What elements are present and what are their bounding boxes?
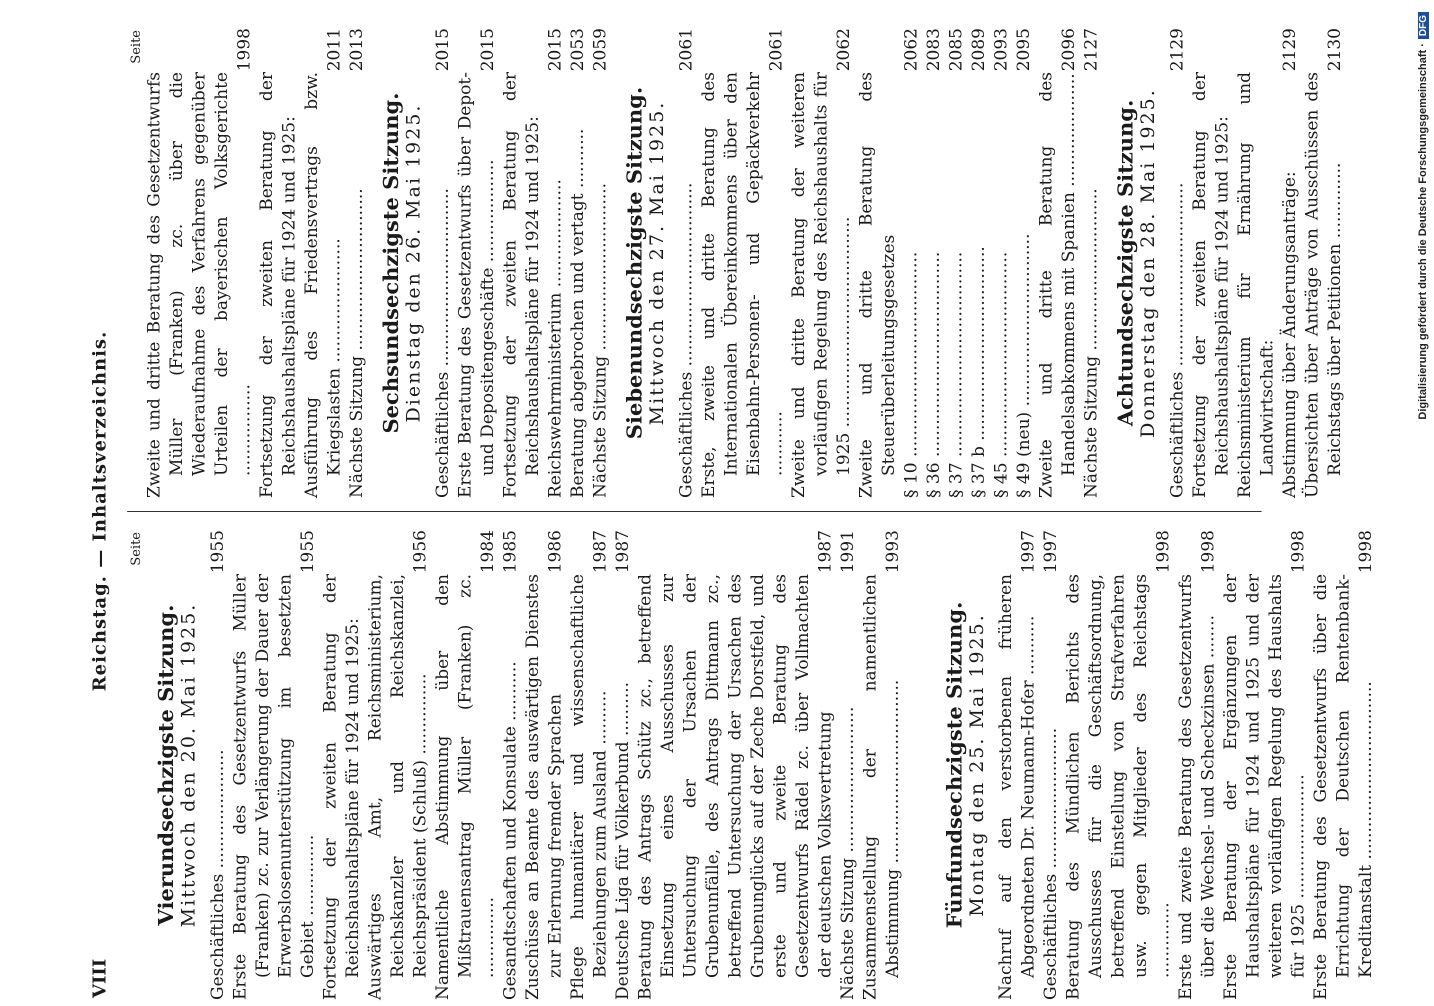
toc-page-number: 2059 [590, 28, 611, 72]
toc-entry-text: Reichswehrministerium .................... [545, 179, 566, 498]
session-heading: Sechsundsechzigste Sitzung. [378, 92, 403, 434]
toc-entry [1221, 530, 1311, 1000]
toc-entry-text: Fortsetzung der zweiten Beratung der Reichshaushaltspläne für 1924 und 1925: [257, 72, 300, 498]
toc-page-number: 2089 [969, 28, 989, 72]
session-heading: Fünfundsechzigste Sitzung. [941, 601, 967, 929]
toc-page-number: 1997 [1041, 530, 1062, 574]
toc-page-number: 1956 [410, 530, 431, 574]
toc-page-number: 2095 [1014, 28, 1034, 72]
toc-entry [207, 530, 229, 1000]
toc-entry [230, 530, 320, 1000]
toc-entry [1167, 28, 1189, 498]
toc-page-number: 1997 [1019, 530, 1039, 574]
toc-page-number: 1955 [208, 530, 228, 574]
toc-entry-text: Zweite und dritte Beratung des Steuerüberleitungsgesetzes [856, 72, 899, 498]
toc-page-number: 1987 [815, 530, 836, 574]
toc-list [207, 530, 904, 1000]
toc-page-number: 2011 [324, 28, 345, 72]
toc-entry [256, 28, 301, 498]
toc-list [676, 28, 1103, 498]
toc-entry [1013, 28, 1035, 498]
toc-page-number: 1998 [1356, 530, 1377, 574]
page-number: VIII [89, 958, 111, 998]
toc-entry-text: Nächste Sitzung .............................. [347, 188, 367, 498]
toc-entry-text: Erste Beratung der Ergänzungen der Haushaltspläne für 1924 und 1925 und der weiteren vorläufigen Regelung des Haushalts für 1925 ....................... [1221, 574, 1309, 1000]
toc-page-number: 1987 [613, 530, 633, 574]
toc-entry [346, 28, 368, 498]
toc-entry [698, 28, 788, 498]
toc-entry-text: § 49 (neu) ................................ [1014, 233, 1034, 498]
toc-entry [522, 530, 567, 1000]
toc-page-number: 1986 [545, 530, 566, 574]
toc-entry-text: § 37 b .................................... [969, 246, 989, 498]
toc-entry [901, 28, 923, 498]
session-date: Dienstag den 26. Mai 1925. [402, 103, 425, 423]
toc-page-number: 2130 [1325, 28, 1345, 72]
toc-entry [1311, 530, 1378, 1000]
toc-entry-text: Nachruf auf den verstorbenen früheren Abgeordneten Dr. Neumann-Hofer ........... [996, 574, 1039, 1000]
toc-entry [676, 28, 698, 498]
toc-entry [996, 530, 1041, 1000]
toc-entry-text: Pflege humanitärer und wissenschaftliche Beziehungen zum Ausland .......... [568, 574, 611, 1000]
session-date: Montag den 25. Mai 1925. [966, 613, 988, 917]
toc-page-number: 2053 [568, 28, 588, 72]
toc-entry [567, 28, 589, 498]
toc-page-number: 2062 [834, 28, 854, 72]
toc-entry [1279, 28, 1301, 498]
toc-entry [365, 530, 432, 1000]
toc-page-number: 1998 [1289, 530, 1309, 574]
session-heading: Achtundsechzigste Sitzung. [1112, 99, 1138, 427]
toc-entry-text: Reichsministerium für Ernährung und Landwirtschaft: [1235, 72, 1278, 498]
page-header [88, 16, 117, 1006]
toc-entry-text: Auswärtiges Amt, Reichsministerium, Reichskanzler und Reichskanzlei, Reichspräsident (Schluß) ............... [365, 574, 431, 1000]
toc-page-number: 1985 [500, 530, 521, 574]
toc-entry [788, 28, 855, 498]
toc-list [144, 28, 369, 498]
toc-entry-text: Nächste Sitzung ........................... [838, 706, 858, 1000]
toc-entry [860, 530, 905, 1000]
toc-page-number: 2127 [1081, 28, 1102, 72]
right-column [129, 28, 1347, 498]
document-sheet [88, 16, 1377, 1006]
toc-page-number: 2093 [991, 28, 1012, 72]
toc-page-number: 2129 [1167, 28, 1188, 72]
session-date: Mittwoch den 20. Mai 1925. [177, 602, 200, 928]
digitization-credit [1414, 0, 1434, 1000]
session-heading: Vierundsechzigste Sitzung. [153, 604, 178, 926]
toc-entry [968, 28, 990, 498]
toc-entry-text: Beratung des Antrags Schütz zc., betreffend Einsetzung eines Ausschusses zur Untersuchung der Ursachen der Grubenunfälle, des Antrags Dittmann zc., betreffend Untersuchung der Ursachen des Grubenunglücks auf der Zeche Dorstfeld, und erste und zweite Beratung des Gesetzentwurfs Rädel zc. über Vollmachten der deutschen Volksvertretung [635, 574, 836, 1000]
toc-page-number: 2061 [766, 28, 787, 72]
left-column [129, 530, 1378, 1000]
toc-entry [1176, 530, 1221, 1000]
toc-entry [432, 28, 454, 498]
toc-entry [144, 28, 256, 498]
toc-page-number: 2083 [924, 28, 944, 72]
toc-entry-text: Zweite und dritte Beratung der weiteren vorläufigen Regelung des Reichshaushalts für 1925 ....................................... [789, 72, 854, 498]
toc-entry-text: Abstimmung über Änderungsanträge: [1280, 171, 1300, 498]
toc-entry [455, 28, 500, 498]
toc-entry-text: Deutsche Liga für Völkerbund .......... [613, 681, 633, 1000]
toc-entry-text: Beratung abgebrochen und vertagt ........... [568, 128, 588, 498]
toc-entry [1234, 28, 1279, 498]
credit-text: Digitalisierung gefördert durch die Deutsche Forschungsgemeinschaft · [1417, 43, 1429, 420]
toc-entry-text: Übersichten über Anträge von Ausschüssen des Reichstags über Petitionen .............. [1302, 72, 1345, 498]
toc-entry-text: § 10 ...................................... [901, 251, 922, 498]
toc-entry-text: § 36 ...................................... [924, 251, 944, 498]
toc-list [432, 28, 612, 498]
toc-entry-text: Geschäftliches .......................... [1041, 727, 1062, 1000]
toc-list [996, 530, 1378, 1000]
toc-entry-text: Zusammenstellung der namentlichen Abstimmung .................................. [860, 574, 903, 1000]
toc-page-number: 1998 [234, 28, 255, 72]
toc-page-number: 2015 [478, 28, 498, 72]
toc-entry [946, 28, 968, 498]
toc-entry [923, 28, 945, 498]
toc-entry [567, 530, 612, 1000]
toc-entry-text: Nächste Sitzung ............................... [590, 182, 611, 498]
toc-page-number: 2061 [676, 28, 697, 72]
toc-page-number: 1955 [298, 530, 318, 574]
toc-entry [1063, 530, 1175, 1000]
toc-page-number: 2015 [433, 28, 453, 72]
toc-page-number: 1987 [590, 530, 611, 574]
toc-entry-text: Erste Beratung des Gesetzentwurfs Müller (Franken) zc. zur Verlängerung der Dauer der Erwerbslosenunterstützung im besetzten Gebiet ............... [230, 574, 318, 1000]
toc-page-number: 2015 [545, 28, 566, 72]
toc-entry [432, 530, 499, 1000]
toc-entry-text: Geschäftliches .................................. [676, 182, 697, 498]
toc-entry [1041, 530, 1063, 1000]
toc-entry-text: Geschäftliches .................................. [1167, 182, 1188, 498]
toc-entry [301, 28, 346, 498]
toc-entry-text: Beratung des Mündlichen Berichts des Ausschusses für die Geschäftsordnung, betreffend Einstellung von Strafverfahren usw. gegen Mitglieder des Reichstags .............. [1064, 574, 1174, 1000]
toc-entry [856, 28, 901, 498]
toc-entry-text: Geschäftliches ................................. [433, 188, 453, 498]
toc-entry-text: § 45 ...................................... [991, 251, 1012, 498]
toc-entry [500, 28, 545, 498]
toc-entry-text: Erste und zweite Beratung des Gesetzentwurfs über die Wechsel- und Scheckzinsen ........ [1176, 574, 1219, 1000]
session-date: Mittwoch den 27. Mai 1925. [646, 100, 668, 426]
toc-entry [545, 28, 567, 498]
toc-entry-text: Nächste Sitzung .............................. [1081, 188, 1102, 498]
seite-label: Seite [129, 532, 144, 566]
session-date: Donnerstag den 28. Mai 1925. [1137, 88, 1159, 438]
toc-entry [1302, 28, 1347, 498]
toc-entry [837, 530, 859, 1000]
toc-page-number: 1998 [1154, 530, 1174, 574]
toc-entry-text: Erste, zweite und dritte Beratung des Internationalen Übereinkommens über den Eisenbahn-Personen- und Gepäckverkehr ............ [699, 72, 787, 498]
toc-page-number: 2085 [946, 28, 967, 72]
toc-entry-text: Fortsetzung der zweiten Beratung der Reichshaushaltspläne für 1924 und 1925: [500, 72, 543, 498]
toc-page-number: 2013 [347, 28, 367, 72]
toc-entry [590, 28, 612, 498]
toc-entry-text: Fortsetzung der zweiten Beratung der Reichshaushaltspläne für 1924 und 1925: [1190, 72, 1233, 498]
toc-entry [1189, 28, 1234, 498]
toc-page-number: 2096 [1059, 28, 1079, 72]
toc-entry-text: Geschäftliches ...................... [208, 749, 228, 1000]
rotated-page [88, 6, 1377, 1006]
toc-entry [1036, 28, 1081, 498]
toc-entry-text: Erste Beratung des Gesetzentwurfs über Depot- und Depositengeschäfte ................... [455, 72, 498, 498]
toc-page-number: 2062 [901, 28, 922, 72]
toc-entry [1081, 28, 1103, 498]
toc-entry-text: Zweite und dritte Beratung des Handelsabkommens mit Spanien ..................... [1036, 72, 1079, 498]
toc-entry-text: Zuschüsse an Beamte des auswärtigen Dienstes zur Erlernung fremder Sprachen [523, 574, 566, 1000]
toc-entry-text: Namentliche Abstimmung über den Mißtrauensantrag Müller (Franken) zc. ............... [433, 574, 498, 1000]
toc-page-number: 1991 [838, 530, 858, 574]
session-heading: Siebenundsechzigste Sitzung. [621, 86, 647, 440]
toc-entry-text: § 37 ...................................... [946, 251, 967, 498]
toc-entry [500, 530, 522, 1000]
toc-entry [320, 530, 365, 1000]
toc-list [1167, 28, 1347, 498]
toc-entry [991, 28, 1013, 498]
page-title: Reichstag. — Inhaltsverzeichnis. [89, 330, 111, 692]
toc-entry-text: Gesandtschaften und Konsulate ........... [500, 661, 521, 1000]
toc-entry-text: Fortsetzung der zweiten Beratung der Reichshaushaltspläne für 1924 und 1925: [320, 574, 363, 1000]
column-divider [127, 511, 1261, 512]
toc-entry-text: Zweite und dritte Beratung des Gesetzentwurfs Müller (Franken) zc. über die Wiederaufnahme des Verfahrens gegenüber Urteilen der bayerischen Volksgerichte ................. [144, 72, 255, 498]
toc-entry-text: Erste Beratung des Gesetzentwurfs über die Errichtung der Deutschen Rentenbank-Kreditanstalt ................................. [1311, 574, 1377, 1000]
dfg-logo: DFG [1418, 12, 1429, 39]
toc-page-number: 1998 [1199, 530, 1219, 574]
toc-page-number: 2129 [1280, 28, 1300, 72]
toc-entry [612, 530, 634, 1000]
toc-page-number: 1993 [883, 530, 903, 574]
toc-page-number: 1984 [478, 530, 498, 574]
toc-entry [635, 530, 837, 1000]
seite-label: Seite [129, 30, 144, 64]
toc-entry-text: Ausführung des Friedensvertrags bzw. Kriegslasten ....................... [302, 72, 345, 498]
